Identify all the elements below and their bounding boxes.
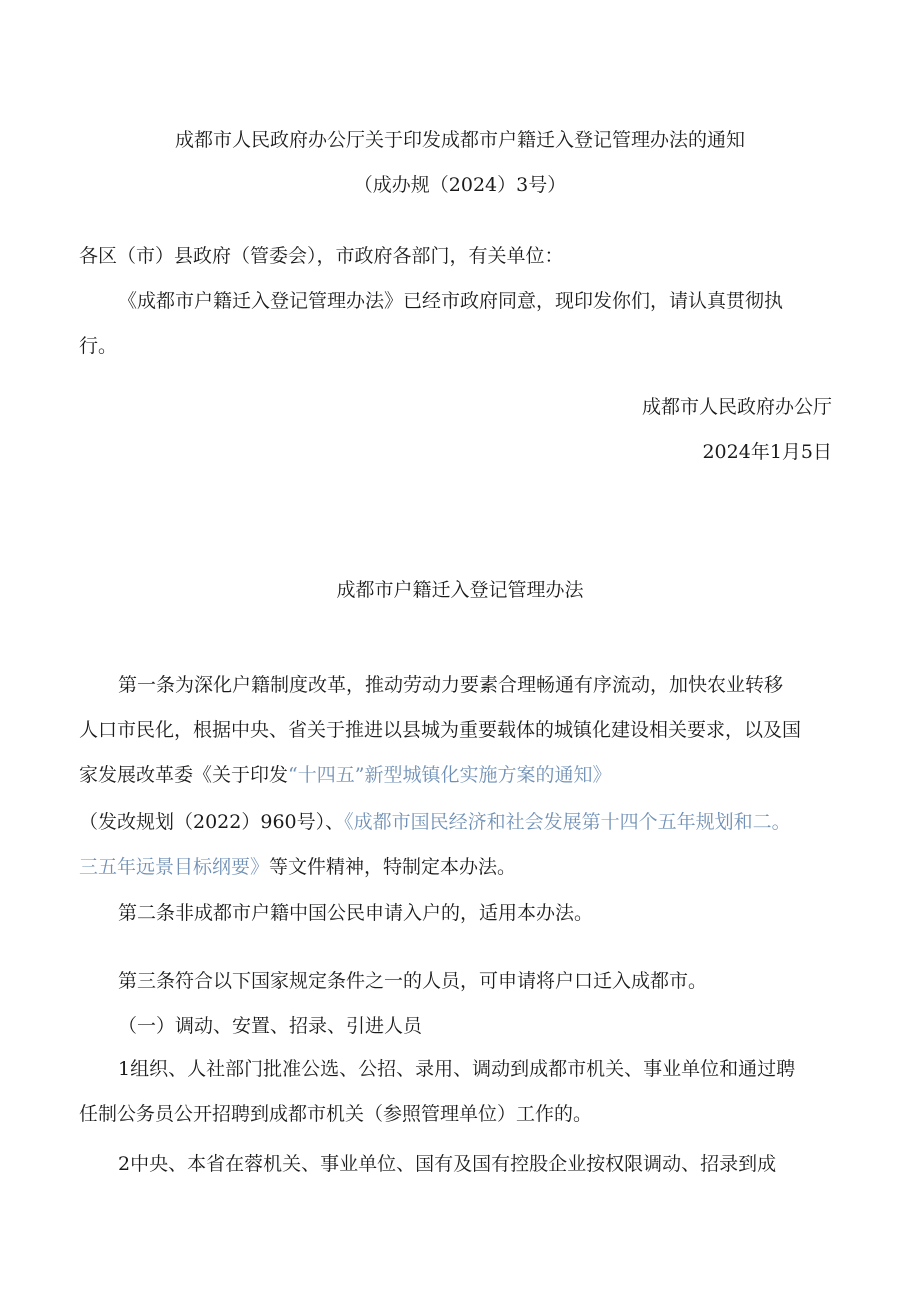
plan-link[interactable]: 三五年远景目标纲要》 <box>79 856 270 878</box>
article-1-line <box>79 763 611 787</box>
plan-link[interactable]: 《成都市国民经济和社会发展第十四个五年规划和二。 <box>344 811 791 833</box>
section-heading: （一）调动、安置、招录、引进人员 <box>118 1015 423 1037</box>
article-1-line <box>79 810 791 834</box>
item-1-line: 1组织、人社部门批准公选、公招、录用、调动到成都市机关、事业单位和通过聘 <box>118 1058 796 1080</box>
signature-org: 成都市人民政府办公厅 <box>641 396 832 418</box>
notice-title: 成都市人民政府办公厅关于印发成都市户籍迁入登记管理办法的通知 <box>174 129 745 151</box>
notice-body-line: 行。 <box>79 335 118 357</box>
article-1-text: （发改规划（2022）960号）、 <box>79 811 345 833</box>
policy-link[interactable]: “十四五”新型城镇化实施方案的通知》 <box>288 764 612 786</box>
article-1-line: 第一条为深化户籍制度改革，推动劳动力要素合理畅通有序流动，加快农业转移 <box>118 674 784 696</box>
item-2-line: 2中央、本省在蓉机关、事业单位、国有及国有控股企业按权限调动、招录到成 <box>118 1153 777 1175</box>
notice-body-line: 《成都市户籍迁入登记管理办法》已经市政府同意，现印发你们，请认真贯彻执 <box>118 290 784 312</box>
article-1-line: 人口市民化，根据中央、省关于推进以县城为重要载体的城镇化建设相关要求，以及国 <box>79 719 802 741</box>
item-1-line: 任制公务员公开招聘到成都市机关（参照管理单位）工作的。 <box>79 1103 593 1125</box>
article-3: 第三条符合以下国家规定条件之一的人员，可申请将户口迁入成都市。 <box>118 970 708 992</box>
article-2: 第二条非成都市户籍中国公民申请入户的，适用本办法。 <box>118 902 594 924</box>
measures-title: 成都市户籍迁入登记管理办法 <box>336 579 584 601</box>
signature-date: 2024年1月5日 <box>702 441 832 463</box>
article-1-text: 家发展改革委《关于印发 <box>79 764 289 786</box>
article-1-line <box>79 855 516 879</box>
addressee: 各区（市）县政府（管委会），市政府各部门，有关单位： <box>79 245 564 267</box>
article-1-text: 等文件精神，特制定本办法。 <box>269 856 517 878</box>
doc-number: （成办规（2024）3号） <box>353 174 567 196</box>
